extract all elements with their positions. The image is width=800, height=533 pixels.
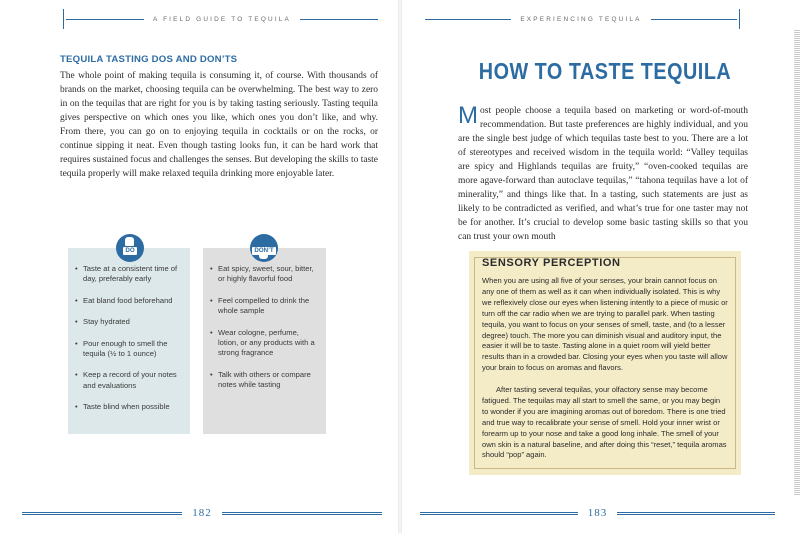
dos-badge-label: DO: [125, 247, 135, 254]
list-item: • Taste at a consistent time of day, preferably early: [75, 264, 182, 285]
header-ornament: [58, 9, 64, 29]
header-rule: [66, 19, 144, 20]
dos-list: [75, 264, 182, 413]
body-text: ost people choose a tequila based on marketing or word-of-mouth recommendation. But taste preferences are highly individual, and you are the single best judge of which tequilas taste best to you. There are a lot of stereotypes and received wisdom in the tequila world: “Valley tequilas are spicy and Highlands tequilas are fruity,” “oven-cooked tequilas are more agave-forward than autoclave tequilas,” “tahona tequilas have a lot of minerality,” and things like that. In a tasting, such statements are just as likely to be contradicted as verified, and what’s true for one taster may not be for another. It’s crucial to develop some basic tasting skills so that you can trust your own mouth: [458, 106, 748, 242]
gutter: [398, 0, 402, 533]
running-header-right: [425, 9, 745, 29]
folio-rule: [420, 512, 578, 515]
list-item: • Feel compelled to drink the whole sample: [210, 296, 318, 317]
donts-list: [210, 264, 318, 391]
list-item: • Wear cologne, perfume, lotion, or any products with a strong fragrance: [210, 328, 318, 359]
folio-rule: [22, 512, 182, 515]
list-item: • Keep a record of your notes and evaluations: [75, 370, 182, 391]
sidebar-title: SENSORY PERCEPTION: [482, 257, 621, 269]
thumbs-down-icon: [250, 234, 278, 262]
header-rule: [425, 19, 511, 20]
section-title: TEQUILA TASTING DOS AND DON’TS: [60, 54, 238, 65]
list-item: • Stay hydrated: [75, 317, 182, 327]
sidebar-paragraph: After tasting several tequilas, your olfactory sense may become fatigued. The tequilas may all start to smell the same, or you may begin to wonder if you are imagining aromas out of boredom. There is one tried and true way to recalibrate your sense of smell. Hold your inner wrist or forearm up to your nose and take a good long inhale. The smell of your own skin is a natural baseline, and after doing this “reset,” tequila aromas should “pop” again.: [482, 385, 727, 460]
folio-rule: [222, 512, 382, 515]
page-number: 183: [587, 507, 608, 519]
folio-rule: [617, 512, 775, 515]
list-item: • Taste blind when possible: [75, 402, 182, 412]
running-header-left: [58, 9, 378, 29]
page-edge: [794, 30, 800, 495]
drop-cap: M: [458, 102, 478, 129]
donts-badge-label: DON’T: [254, 247, 274, 254]
list-item: • Eat bland food beforehand: [75, 296, 182, 306]
sensory-sidebar: [469, 251, 741, 475]
body-text-right: [458, 104, 748, 244]
folio-right: [420, 505, 775, 521]
header-ornament: [739, 9, 745, 29]
dos-box: [68, 248, 190, 434]
list-item: • Eat spicy, sweet, sour, bitter, or highly flavorful food: [210, 264, 318, 285]
running-header-text: EXPERIENCING TEQUILA: [520, 15, 642, 23]
sidebar-paragraph: When you are using all five of your senses, your brain cannot focus on any one of them as well as it can when individually isolated. This is why we reflexively close our eyes when listening intently to a piece of music or turn off the car radio when we are trying to parallel park. When tasting tequila, you want to focus on your senses of smell, taste, and (to a lesser degree) touch. The more you can diminish visual and auditory input, the easier it will be to taste. Tasting alone in a quiet room will yield better results than in a crowded bar. Closing your eyes when you taste will allow your brain to focus on aromas and flavors.: [482, 276, 728, 373]
body-text-left: The whole point of making tequila is consuming it, of course. With thousands of brands on the market, choosing tequila can be overwhelming. The best way to zero in on the tequilas that are right for you is by taking tasting seriously. Tasting tequila gives perspective on which ones you like, which ones you don’t like, and why. From there, you can go on to enjoying tequila in cocktails or on the rocks, or continue sipping it neat. Even though tasting looks fun, it can be hard work that requires sustained focus and challenges the senses. But developing the skills to taste tequila properly will make relaxed tequila drinking more enjoyable later.: [60, 71, 378, 179]
header-rule: [651, 19, 737, 20]
page-title: HOW TO TASTE TEQUILA: [478, 58, 732, 84]
header-rule: [300, 19, 378, 20]
folio-left: [22, 505, 382, 521]
thumb-shape: [125, 237, 134, 246]
donts-box: [203, 248, 326, 434]
running-header-text: A FIELD GUIDE TO TEQUILA: [152, 15, 292, 23]
page-number: 182: [192, 507, 212, 519]
list-item: • Pour enough to smell the tequila (½ to 1 ounce): [75, 339, 182, 360]
list-item: • Talk with others or compare notes while tasting: [210, 370, 318, 391]
thumbs-up-icon: [116, 234, 144, 262]
